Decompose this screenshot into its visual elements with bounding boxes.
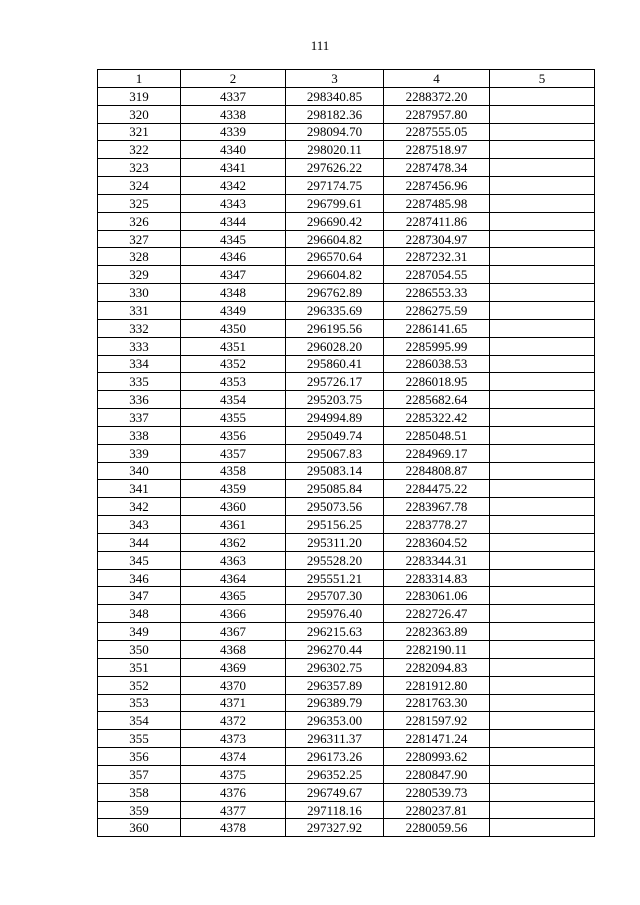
y-coordinate-cell: 2287478.34 (384, 159, 490, 177)
point-number-cell: 350 (98, 641, 181, 659)
table-row (98, 284, 595, 302)
point-number-cell: 343 (98, 516, 181, 534)
vertex-id-cell: 4349 (181, 301, 286, 319)
table-row (98, 141, 595, 159)
note-cell (490, 801, 595, 819)
x-coordinate-cell: 295085.84 (286, 480, 384, 498)
point-number-cell: 348 (98, 605, 181, 623)
y-coordinate-cell: 2287456.96 (384, 177, 490, 195)
vertex-id-cell: 4347 (181, 266, 286, 284)
vertex-id-cell: 4345 (181, 230, 286, 248)
point-number-cell: 339 (98, 444, 181, 462)
table-row (98, 319, 595, 337)
y-coordinate-cell: 2280059.56 (384, 819, 490, 837)
y-coordinate-cell: 2282363.89 (384, 623, 490, 641)
table-row (98, 177, 595, 195)
page-number: 111 (310, 38, 330, 53)
point-number-cell: 358 (98, 783, 181, 801)
vertex-id-cell: 4351 (181, 337, 286, 355)
table-row (98, 533, 595, 551)
vertex-id-cell: 4355 (181, 409, 286, 427)
x-coordinate-cell: 296353.00 (286, 712, 384, 730)
table-row (98, 212, 595, 230)
point-number-cell: 328 (98, 248, 181, 266)
x-coordinate-cell: 295976.40 (286, 605, 384, 623)
x-coordinate-cell: 296270.44 (286, 641, 384, 659)
point-number-cell: 360 (98, 819, 181, 837)
table-row (98, 337, 595, 355)
note-cell (490, 284, 595, 302)
point-number-cell: 329 (98, 266, 181, 284)
point-number-cell: 346 (98, 569, 181, 587)
header-cell-2: 2 (181, 70, 286, 88)
x-coordinate-cell: 295860.41 (286, 355, 384, 373)
x-coordinate-cell: 296195.56 (286, 319, 384, 337)
coordinates-table (97, 69, 595, 837)
point-number-cell: 355 (98, 730, 181, 748)
note-cell (490, 658, 595, 676)
y-coordinate-cell: 2284475.22 (384, 480, 490, 498)
table-row (98, 266, 595, 284)
y-coordinate-cell: 2282726.47 (384, 605, 490, 623)
vertex-id-cell: 4375 (181, 765, 286, 783)
note-cell (490, 730, 595, 748)
note-cell (490, 587, 595, 605)
point-number-cell: 337 (98, 409, 181, 427)
x-coordinate-cell: 297327.92 (286, 819, 384, 837)
point-number-cell: 324 (98, 177, 181, 195)
note-cell (490, 712, 595, 730)
table-row (98, 819, 595, 837)
x-coordinate-cell: 296352.25 (286, 765, 384, 783)
y-coordinate-cell: 2281912.80 (384, 676, 490, 694)
note-cell (490, 694, 595, 712)
note-cell (490, 533, 595, 551)
vertex-id-cell: 4343 (181, 194, 286, 212)
x-coordinate-cell: 296335.69 (286, 301, 384, 319)
y-coordinate-cell: 2286038.53 (384, 355, 490, 373)
x-coordinate-cell: 297174.75 (286, 177, 384, 195)
table-row (98, 551, 595, 569)
y-coordinate-cell: 2284808.87 (384, 462, 490, 480)
vertex-id-cell: 4372 (181, 712, 286, 730)
x-coordinate-cell: 295073.56 (286, 498, 384, 516)
y-coordinate-cell: 2285322.42 (384, 409, 490, 427)
table-row (98, 623, 595, 641)
table-row (98, 605, 595, 623)
y-coordinate-cell: 2287232.31 (384, 248, 490, 266)
table-row (98, 516, 595, 534)
point-number-cell: 357 (98, 765, 181, 783)
y-coordinate-cell: 2280993.62 (384, 748, 490, 766)
note-cell (490, 248, 595, 266)
point-number-cell: 333 (98, 337, 181, 355)
note-cell (490, 498, 595, 516)
x-coordinate-cell: 298182.36 (286, 105, 384, 123)
x-coordinate-cell: 294994.89 (286, 409, 384, 427)
vertex-id-cell: 4356 (181, 426, 286, 444)
y-coordinate-cell: 2282094.83 (384, 658, 490, 676)
y-coordinate-cell: 2283344.31 (384, 551, 490, 569)
x-coordinate-cell: 296311.37 (286, 730, 384, 748)
point-number-cell: 342 (98, 498, 181, 516)
table-row (98, 730, 595, 748)
x-coordinate-cell: 295311.20 (286, 533, 384, 551)
vertex-id-cell: 4342 (181, 177, 286, 195)
y-coordinate-cell: 2284969.17 (384, 444, 490, 462)
x-coordinate-cell: 295067.83 (286, 444, 384, 462)
note-cell (490, 516, 595, 534)
table-row (98, 712, 595, 730)
x-coordinate-cell: 298340.85 (286, 87, 384, 105)
point-number-cell: 352 (98, 676, 181, 694)
note-cell (490, 783, 595, 801)
note-cell (490, 355, 595, 373)
vertex-id-cell: 4340 (181, 141, 286, 159)
note-cell (490, 230, 595, 248)
note-cell (490, 319, 595, 337)
table-row (98, 301, 595, 319)
y-coordinate-cell: 2286275.59 (384, 301, 490, 319)
y-coordinate-cell: 2286141.65 (384, 319, 490, 337)
table-row (98, 87, 595, 105)
x-coordinate-cell: 296799.61 (286, 194, 384, 212)
y-coordinate-cell: 2283061.06 (384, 587, 490, 605)
y-coordinate-cell: 2287054.55 (384, 266, 490, 284)
vertex-id-cell: 4337 (181, 87, 286, 105)
vertex-id-cell: 4377 (181, 801, 286, 819)
point-number-cell: 330 (98, 284, 181, 302)
x-coordinate-cell: 295156.25 (286, 516, 384, 534)
x-coordinate-cell: 296028.20 (286, 337, 384, 355)
note-cell (490, 409, 595, 427)
header-cell-4: 4 (384, 70, 490, 88)
point-number-cell: 323 (98, 159, 181, 177)
vertex-id-cell: 4373 (181, 730, 286, 748)
header-cell-5: 5 (490, 70, 595, 88)
point-number-cell: 336 (98, 391, 181, 409)
vertex-id-cell: 4344 (181, 212, 286, 230)
table-row (98, 409, 595, 427)
point-number-cell: 347 (98, 587, 181, 605)
y-coordinate-cell: 2281763.30 (384, 694, 490, 712)
y-coordinate-cell: 2288372.20 (384, 87, 490, 105)
y-coordinate-cell: 2281471.24 (384, 730, 490, 748)
vertex-id-cell: 4378 (181, 819, 286, 837)
vertex-id-cell: 4353 (181, 373, 286, 391)
table-header (98, 70, 595, 88)
point-number-cell: 334 (98, 355, 181, 373)
note-cell (490, 748, 595, 766)
table-row (98, 194, 595, 212)
y-coordinate-cell: 2280847.90 (384, 765, 490, 783)
note-cell (490, 551, 595, 569)
table-row (98, 498, 595, 516)
x-coordinate-cell: 295707.30 (286, 587, 384, 605)
point-number-cell: 354 (98, 712, 181, 730)
vertex-id-cell: 4357 (181, 444, 286, 462)
vertex-id-cell: 4368 (181, 641, 286, 659)
table-row (98, 587, 595, 605)
note-cell (490, 141, 595, 159)
note-cell (490, 123, 595, 141)
point-number-cell: 338 (98, 426, 181, 444)
table-row (98, 248, 595, 266)
point-number-cell: 332 (98, 319, 181, 337)
table-row (98, 444, 595, 462)
y-coordinate-cell: 2282190.11 (384, 641, 490, 659)
y-coordinate-cell: 2287304.97 (384, 230, 490, 248)
y-coordinate-cell: 2287518.97 (384, 141, 490, 159)
vertex-id-cell: 4365 (181, 587, 286, 605)
note-cell (490, 105, 595, 123)
header-row (98, 70, 595, 88)
x-coordinate-cell: 296749.67 (286, 783, 384, 801)
point-number-cell: 326 (98, 212, 181, 230)
vertex-id-cell: 4361 (181, 516, 286, 534)
table-row (98, 569, 595, 587)
vertex-id-cell: 4364 (181, 569, 286, 587)
vertex-id-cell: 4359 (181, 480, 286, 498)
point-number-cell: 356 (98, 748, 181, 766)
vertex-id-cell: 4376 (181, 783, 286, 801)
vertex-id-cell: 4354 (181, 391, 286, 409)
x-coordinate-cell: 295726.17 (286, 373, 384, 391)
x-coordinate-cell: 296357.89 (286, 676, 384, 694)
note-cell (490, 444, 595, 462)
y-coordinate-cell: 2280237.81 (384, 801, 490, 819)
point-number-cell: 353 (98, 694, 181, 712)
point-number-cell: 331 (98, 301, 181, 319)
y-coordinate-cell: 2286018.95 (384, 373, 490, 391)
table-body (98, 87, 595, 836)
note-cell (490, 212, 595, 230)
point-number-cell: 322 (98, 141, 181, 159)
note-cell (490, 337, 595, 355)
point-number-cell: 327 (98, 230, 181, 248)
point-number-cell: 325 (98, 194, 181, 212)
x-coordinate-cell: 295528.20 (286, 551, 384, 569)
point-number-cell: 349 (98, 623, 181, 641)
table-row (98, 105, 595, 123)
point-number-cell: 319 (98, 87, 181, 105)
x-coordinate-cell: 296604.82 (286, 266, 384, 284)
vertex-id-cell: 4338 (181, 105, 286, 123)
x-coordinate-cell: 296570.64 (286, 248, 384, 266)
note-cell (490, 480, 595, 498)
note-cell (490, 159, 595, 177)
header-cell-1: 1 (98, 70, 181, 88)
vertex-id-cell: 4369 (181, 658, 286, 676)
x-coordinate-cell: 295049.74 (286, 426, 384, 444)
x-coordinate-cell: 296604.82 (286, 230, 384, 248)
note-cell (490, 87, 595, 105)
x-coordinate-cell: 297626.22 (286, 159, 384, 177)
vertex-id-cell: 4339 (181, 123, 286, 141)
vertex-id-cell: 4371 (181, 694, 286, 712)
table-row (98, 783, 595, 801)
table-row (98, 391, 595, 409)
vertex-id-cell: 4348 (181, 284, 286, 302)
note-cell (490, 605, 595, 623)
table-row (98, 480, 595, 498)
vertex-id-cell: 4350 (181, 319, 286, 337)
y-coordinate-cell: 2287555.05 (384, 123, 490, 141)
note-cell (490, 373, 595, 391)
x-coordinate-cell: 296389.79 (286, 694, 384, 712)
vertex-id-cell: 4366 (181, 605, 286, 623)
table-row (98, 641, 595, 659)
point-number-cell: 359 (98, 801, 181, 819)
note-cell (490, 194, 595, 212)
note-cell (490, 301, 595, 319)
y-coordinate-cell: 2287411.86 (384, 212, 490, 230)
y-coordinate-cell: 2283967.78 (384, 498, 490, 516)
x-coordinate-cell: 295083.14 (286, 462, 384, 480)
x-coordinate-cell: 297118.16 (286, 801, 384, 819)
table-row (98, 765, 595, 783)
vertex-id-cell: 4352 (181, 355, 286, 373)
table-row (98, 658, 595, 676)
x-coordinate-cell: 296302.75 (286, 658, 384, 676)
note-cell (490, 819, 595, 837)
note-cell (490, 426, 595, 444)
y-coordinate-cell: 2285048.51 (384, 426, 490, 444)
vertex-id-cell: 4362 (181, 533, 286, 551)
x-coordinate-cell: 298094.70 (286, 123, 384, 141)
y-coordinate-cell: 2287485.98 (384, 194, 490, 212)
point-number-cell: 320 (98, 105, 181, 123)
x-coordinate-cell: 295203.75 (286, 391, 384, 409)
x-coordinate-cell: 296215.63 (286, 623, 384, 641)
table-row (98, 159, 595, 177)
table-row (98, 748, 595, 766)
point-number-cell: 341 (98, 480, 181, 498)
note-cell (490, 676, 595, 694)
y-coordinate-cell: 2283778.27 (384, 516, 490, 534)
note-cell (490, 462, 595, 480)
vertex-id-cell: 4370 (181, 676, 286, 694)
x-coordinate-cell: 298020.11 (286, 141, 384, 159)
table-row (98, 801, 595, 819)
vertex-id-cell: 4346 (181, 248, 286, 266)
table-row (98, 694, 595, 712)
point-number-cell: 351 (98, 658, 181, 676)
y-coordinate-cell: 2283314.83 (384, 569, 490, 587)
point-number-cell: 345 (98, 551, 181, 569)
table-row (98, 462, 595, 480)
point-number-cell: 344 (98, 533, 181, 551)
y-coordinate-cell: 2287957.80 (384, 105, 490, 123)
table-row (98, 676, 595, 694)
note-cell (490, 641, 595, 659)
x-coordinate-cell: 296762.89 (286, 284, 384, 302)
vertex-id-cell: 4358 (181, 462, 286, 480)
note-cell (490, 569, 595, 587)
vertex-id-cell: 4374 (181, 748, 286, 766)
vertex-id-cell: 4341 (181, 159, 286, 177)
x-coordinate-cell: 295551.21 (286, 569, 384, 587)
note-cell (490, 177, 595, 195)
y-coordinate-cell: 2285682.64 (384, 391, 490, 409)
point-number-cell: 335 (98, 373, 181, 391)
point-number-cell: 321 (98, 123, 181, 141)
note-cell (490, 623, 595, 641)
table-row (98, 426, 595, 444)
y-coordinate-cell: 2281597.92 (384, 712, 490, 730)
y-coordinate-cell: 2280539.73 (384, 783, 490, 801)
vertex-id-cell: 4367 (181, 623, 286, 641)
table-row (98, 230, 595, 248)
point-number-cell: 340 (98, 462, 181, 480)
y-coordinate-cell: 2285995.99 (384, 337, 490, 355)
table-row (98, 355, 595, 373)
y-coordinate-cell: 2286553.33 (384, 284, 490, 302)
note-cell (490, 391, 595, 409)
note-cell (490, 266, 595, 284)
vertex-id-cell: 4363 (181, 551, 286, 569)
note-cell (490, 765, 595, 783)
y-coordinate-cell: 2283604.52 (384, 533, 490, 551)
header-cell-3: 3 (286, 70, 384, 88)
x-coordinate-cell: 296173.26 (286, 748, 384, 766)
x-coordinate-cell: 296690.42 (286, 212, 384, 230)
vertex-id-cell: 4360 (181, 498, 286, 516)
table-row (98, 123, 595, 141)
table-row (98, 373, 595, 391)
